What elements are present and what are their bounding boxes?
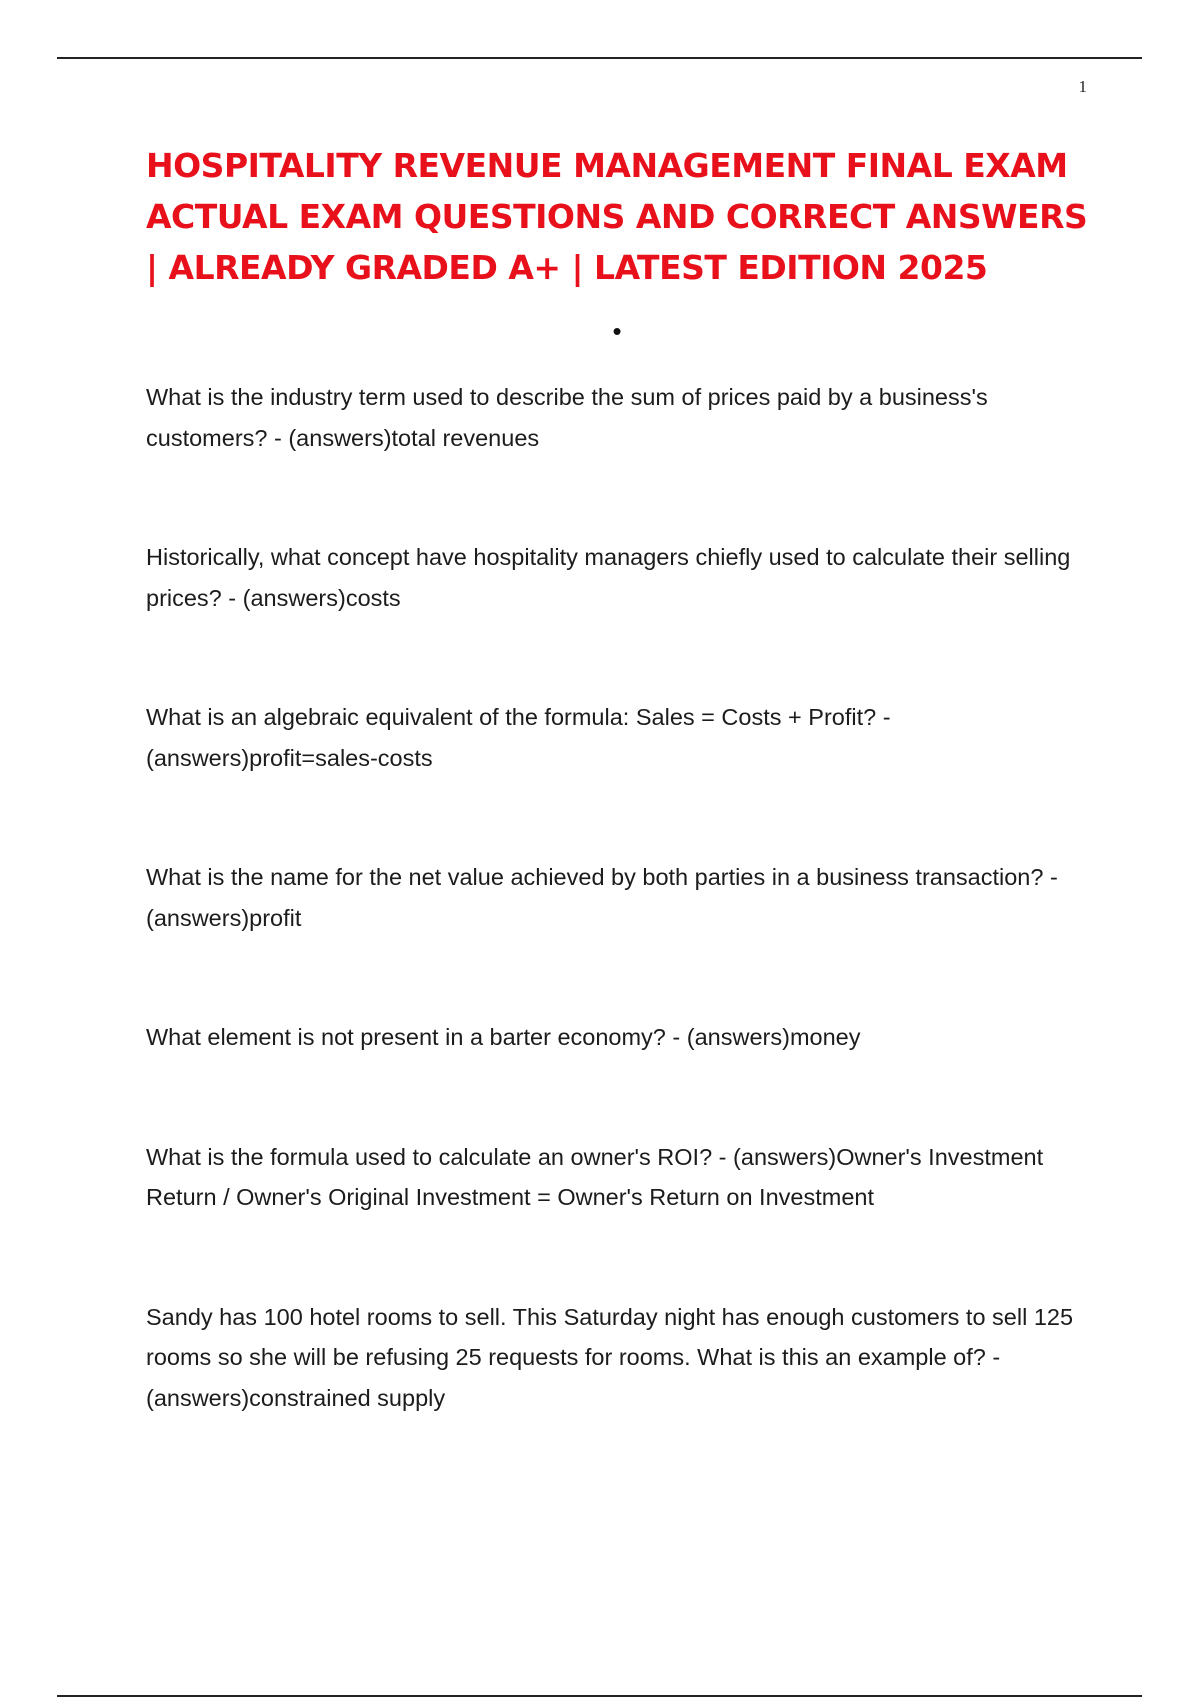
answer-text: (answers)Owner's Investment Return / Owner's Original Investment = Owner's Return on Investment	[146, 1143, 1044, 1210]
bullet-mark: •	[612, 316, 622, 346]
question-text: What is the name for the net value achieved by both parties in a business transaction?	[146, 864, 1044, 890]
question-text: What element is not present in a barter economy?	[146, 1024, 666, 1050]
question-text: Historically, what concept have hospitality managers chiefly used to calculate their selling prices?	[146, 544, 1071, 611]
page-number: 1	[1078, 77, 1087, 96]
answer-text: (answers)total revenues	[288, 424, 540, 451]
document-title: HOSPITALITY REVENUE MANAGEMENT FINAL EXAM ACTUAL EXAM QUESTIONS AND CORRECT ANSWERS | ALREADY GRADED A+ | LATEST EDITION 2025	[146, 146, 1088, 287]
answer-text: (answers)constrained supply	[146, 1384, 446, 1411]
separator: -	[876, 704, 891, 730]
separator: -	[985, 1344, 1001, 1370]
footer-rule	[57, 1695, 1142, 1697]
question-text: Sandy has 100 hotel rooms to sell. This Saturday night has enough customers to sell 125 rooms so she will be refusing 25 requests for rooms. What is this an example of?	[146, 1303, 1074, 1370]
qa-item	[146, 697, 1106, 778]
document-body	[146, 140, 1106, 1660]
separator: -	[712, 1143, 734, 1170]
qa-item	[146, 537, 1106, 618]
separator: -	[221, 584, 243, 611]
qa-list	[146, 377, 1106, 1418]
answer-text: (answers)profit=sales-costs	[146, 744, 433, 771]
qa-item	[146, 377, 1106, 458]
separator: -	[267, 424, 289, 451]
qa-item	[146, 1297, 1106, 1419]
qa-item	[146, 1017, 1106, 1058]
answer-text: (answers)costs	[242, 584, 401, 611]
qa-item	[146, 857, 1106, 938]
answer-text: (answers)money	[686, 1024, 861, 1050]
question-text: What is the formula used to calculate an owner's ROI?	[146, 1143, 713, 1170]
separator: -	[1043, 864, 1058, 890]
question-text: What is an algebraic equivalent of the formula: Sales = Costs + Profit?	[146, 704, 877, 730]
answer-text: (answers)profit	[146, 904, 302, 931]
header-rule	[57, 57, 1142, 59]
qa-item	[146, 1137, 1106, 1218]
question-text: What is the industry term used to describe the sum of prices paid by a business's customers?	[146, 384, 988, 451]
separator: -	[665, 1024, 687, 1050]
